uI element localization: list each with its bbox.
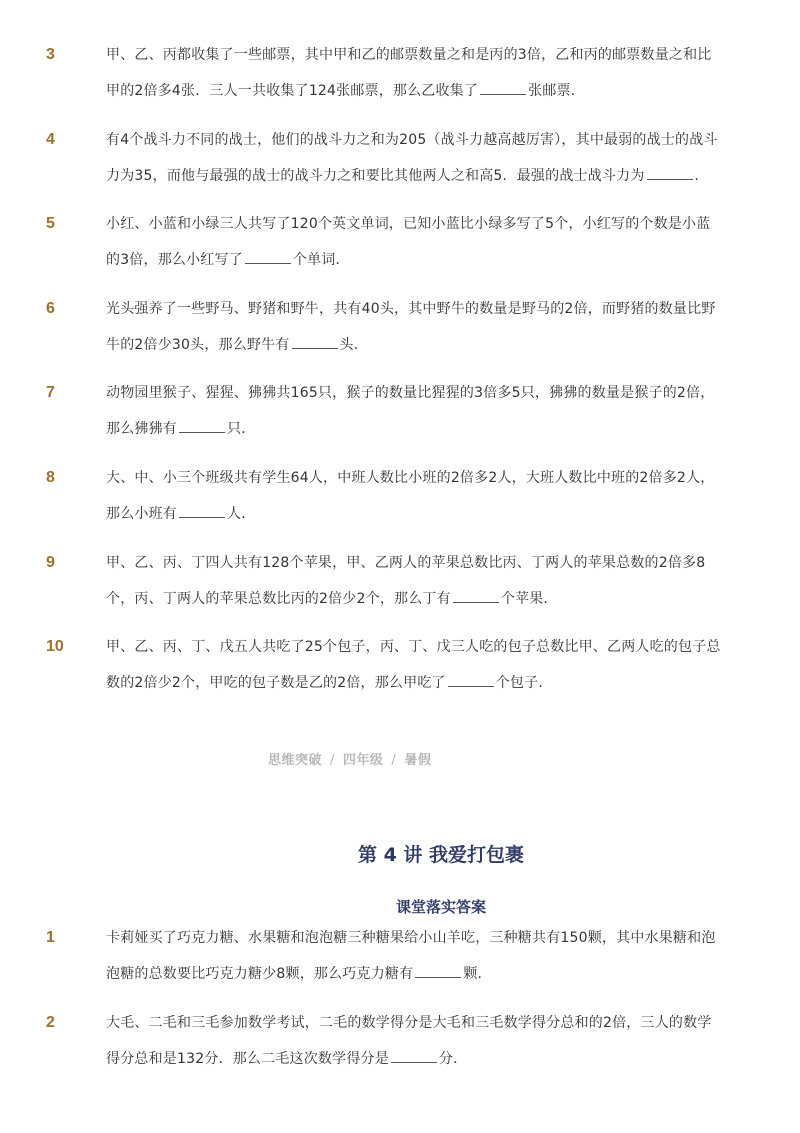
problem-text: 甲、乙、丙都收集了一些邮票，其中甲和乙的邮票数量之和是丙的3倍，乙和丙的邮票数量之和比甲的2倍多4张．三人一共收集了124张邮票，那么乙收集了 张邮票．: [106, 47, 712, 99]
answer-blank[interactable]: [647, 165, 693, 180]
footer-term: 暑假: [404, 753, 432, 768]
footer-separator: /: [391, 753, 397, 768]
problem-number: 6: [46, 300, 55, 317]
problem-number: 3: [46, 46, 55, 63]
answer-blank[interactable]: [245, 249, 291, 264]
problem-text: 动物园里猴子、猩猩、狒狒共165只，猴子的数量比猩猩的3倍多5只，狒狒的数量是猴子的2倍，那么狒狒有 只．: [106, 385, 715, 437]
problem-number: 10: [46, 638, 64, 655]
problem-text: 光头强养了一些野马、野猪和野牛，共有40头，其中野牛的数量是野马的2倍，而野猪的数量比野牛的2倍少30头，那么野牛有 头．: [106, 301, 716, 353]
problem-text: 卡莉娅买了巧克力糖、水果糖和泡泡糖三种糖果给小山羊吃，三种糖共有150颗，其中水果糖和泡泡糖的总数要比巧克力糖少8颗，那么巧克力糖有 颗．: [106, 930, 716, 982]
answer-blank[interactable]: [480, 80, 526, 95]
footer-grade: 四年级: [342, 753, 384, 768]
problem-text: 小红、小蓝和小绿三人共写了120个英文单词，已知小蓝比小绿多写了5个，小红写的个数是小蓝的3倍，那么小红写了 个单词．: [106, 216, 711, 268]
answer-blank[interactable]: [179, 503, 225, 518]
problem-number: 5: [46, 215, 55, 232]
problem-text: 大、中、小三个班级共有学生64人，中班人数比小班的2倍多2人，大班人数比中班的2倍多2人，那么小班有 人．: [106, 470, 715, 522]
problem-number: 2: [46, 1014, 55, 1031]
footer-book: 思维突破: [268, 753, 323, 768]
answer-blank[interactable]: [415, 963, 461, 978]
answer-blank[interactable]: [453, 588, 499, 603]
problem-text: 有4个战斗力不同的战士，他们的战斗力之和为205（战斗力越高越厉害），其中最弱的战士的战斗力为35，而他与最强的战士的战斗力之和要比其他两人之和高5．最强的战士战斗力为 ．: [106, 132, 718, 184]
problem-text: 甲、乙、丙、丁、戊五人共吃了25个包子，丙、丁、戊三人吃的包子总数比甲、乙两人吃的包子总数的2倍少2个，甲吃的包子数是乙的2倍，那么甲吃了 个包子．: [106, 639, 721, 691]
answer-blank[interactable]: [179, 418, 225, 433]
answer-blank[interactable]: [391, 1048, 437, 1063]
section-title: 课堂落实答案: [395, 898, 486, 916]
footer-separator: /: [330, 753, 335, 768]
page-footer: [268, 749, 431, 768]
problem-number: 1: [46, 929, 55, 946]
problem-number: 8: [46, 469, 55, 486]
problem-text: 甲、乙、丙、丁四人共有128个苹果，甲、乙两人的苹果总数比丙、丁两人的苹果总数的2倍多8个，丙、丁两人的苹果总数比丙的2倍少2个，那么丁有 个苹果．: [106, 555, 706, 607]
problem-number: 7: [46, 384, 55, 401]
lecture-title: 第 4 讲 我爱打包裹: [357, 844, 525, 866]
answer-blank[interactable]: [448, 672, 494, 687]
problem-number: 4: [46, 131, 55, 148]
problem-number: 9: [46, 554, 55, 571]
answer-blank[interactable]: [292, 334, 338, 349]
problem-text: 大毛、二毛和三毛参加数学考试，二毛的数学得分是大毛和三毛数学得分总和的2倍，三人的数学得分总和是132分．那么二毛这次数学得分是 分．: [106, 1015, 712, 1067]
